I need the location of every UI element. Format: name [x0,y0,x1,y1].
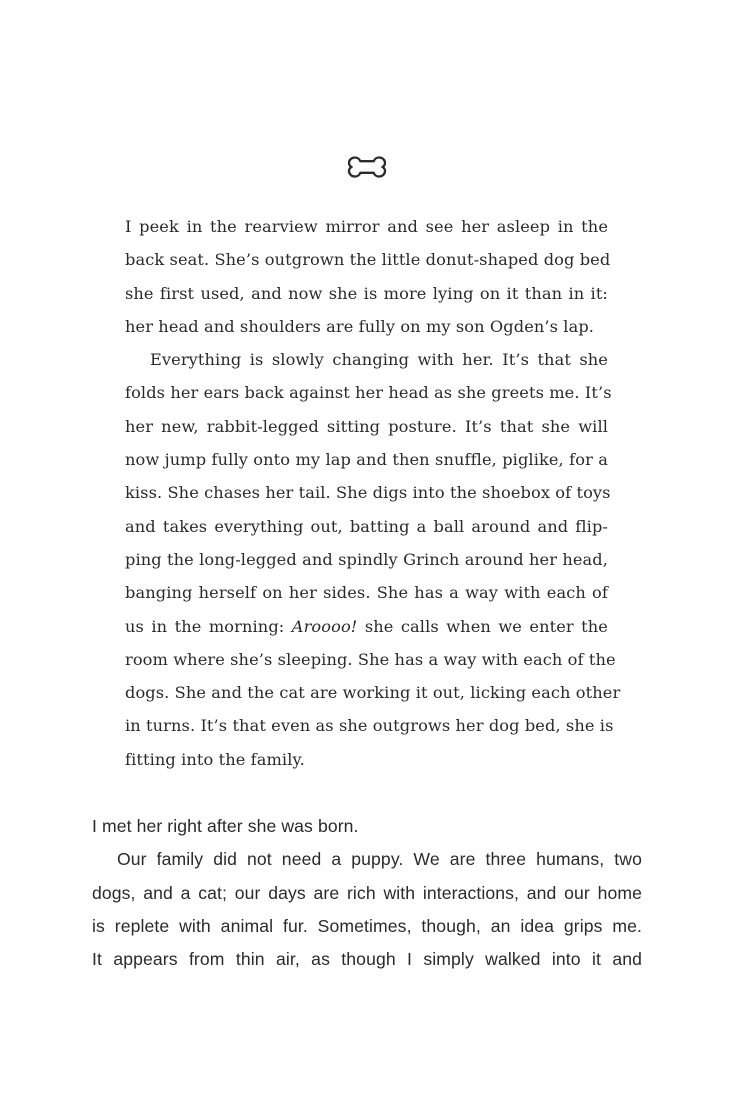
body-line: is replete with animal fur. Sometimes, though, an idea grips me. [92,915,642,936]
extract-text: she calls when we enter the [357,616,608,636]
extract-line: fitting into the family. [125,749,305,769]
body-line: dogs, and a cat; our days are rich with interactions, and our home [92,882,642,903]
extract-line: her new, rabbit-legged sitting posture. It’s that she will [125,416,608,436]
extract-line: kiss. She chases her tail. She digs into the shoebox of toys [125,483,611,503]
chapter-body-text [92,810,642,976]
extract-line: in turns. It’s that even as she outgrows her dog bed, she is [125,716,614,736]
extract-line: back seat. She’s outgrown the little donut-shaped dog bed [125,250,611,270]
extract-line: now jump fully onto my lap and then snuffle, piglike, for a [125,450,608,470]
extract-line: and takes everything out, batting a ball around and flip- [125,516,608,536]
dog-bone-icon [346,153,388,181]
extract-line: Everything is slowly changing with her. It’s that she [150,350,608,370]
extract-paragraph-2 [125,343,621,776]
extract-line: folds her ears back against her head as she greets me. It’s [125,383,612,403]
extract-line: room where she’s sleeping. She has a way with each of the [125,649,616,669]
body-line: I met her right after she was born. [92,816,359,836]
extract-line [125,610,608,643]
extract-line: her head and shoulders are fully on my son Ogden’s lap. [125,316,595,336]
extract-line: she first used, and now she is more lying on it than in it: [125,283,608,303]
body-line: Our family did not need a puppy. We are three humans, two [117,849,642,870]
extract-line: ping the long-legged and spindly Grinch around her head, [125,549,608,569]
exclamation-emphasis: Aroooo! [291,616,358,636]
extract-line: banging herself on her sides. She has a way with each of [125,583,608,603]
body-line: It appears from thin air, as though I simply walked into it and [92,949,642,970]
extract-line: dogs. She and the cat are working it out, licking each other [125,683,621,703]
epigraph-extract [125,210,621,776]
extract-paragraph-1 [125,210,611,343]
extract-line: I peek in the rearview mirror and see her asleep in the [125,217,608,236]
extract-text: us in the morning: [125,616,292,636]
